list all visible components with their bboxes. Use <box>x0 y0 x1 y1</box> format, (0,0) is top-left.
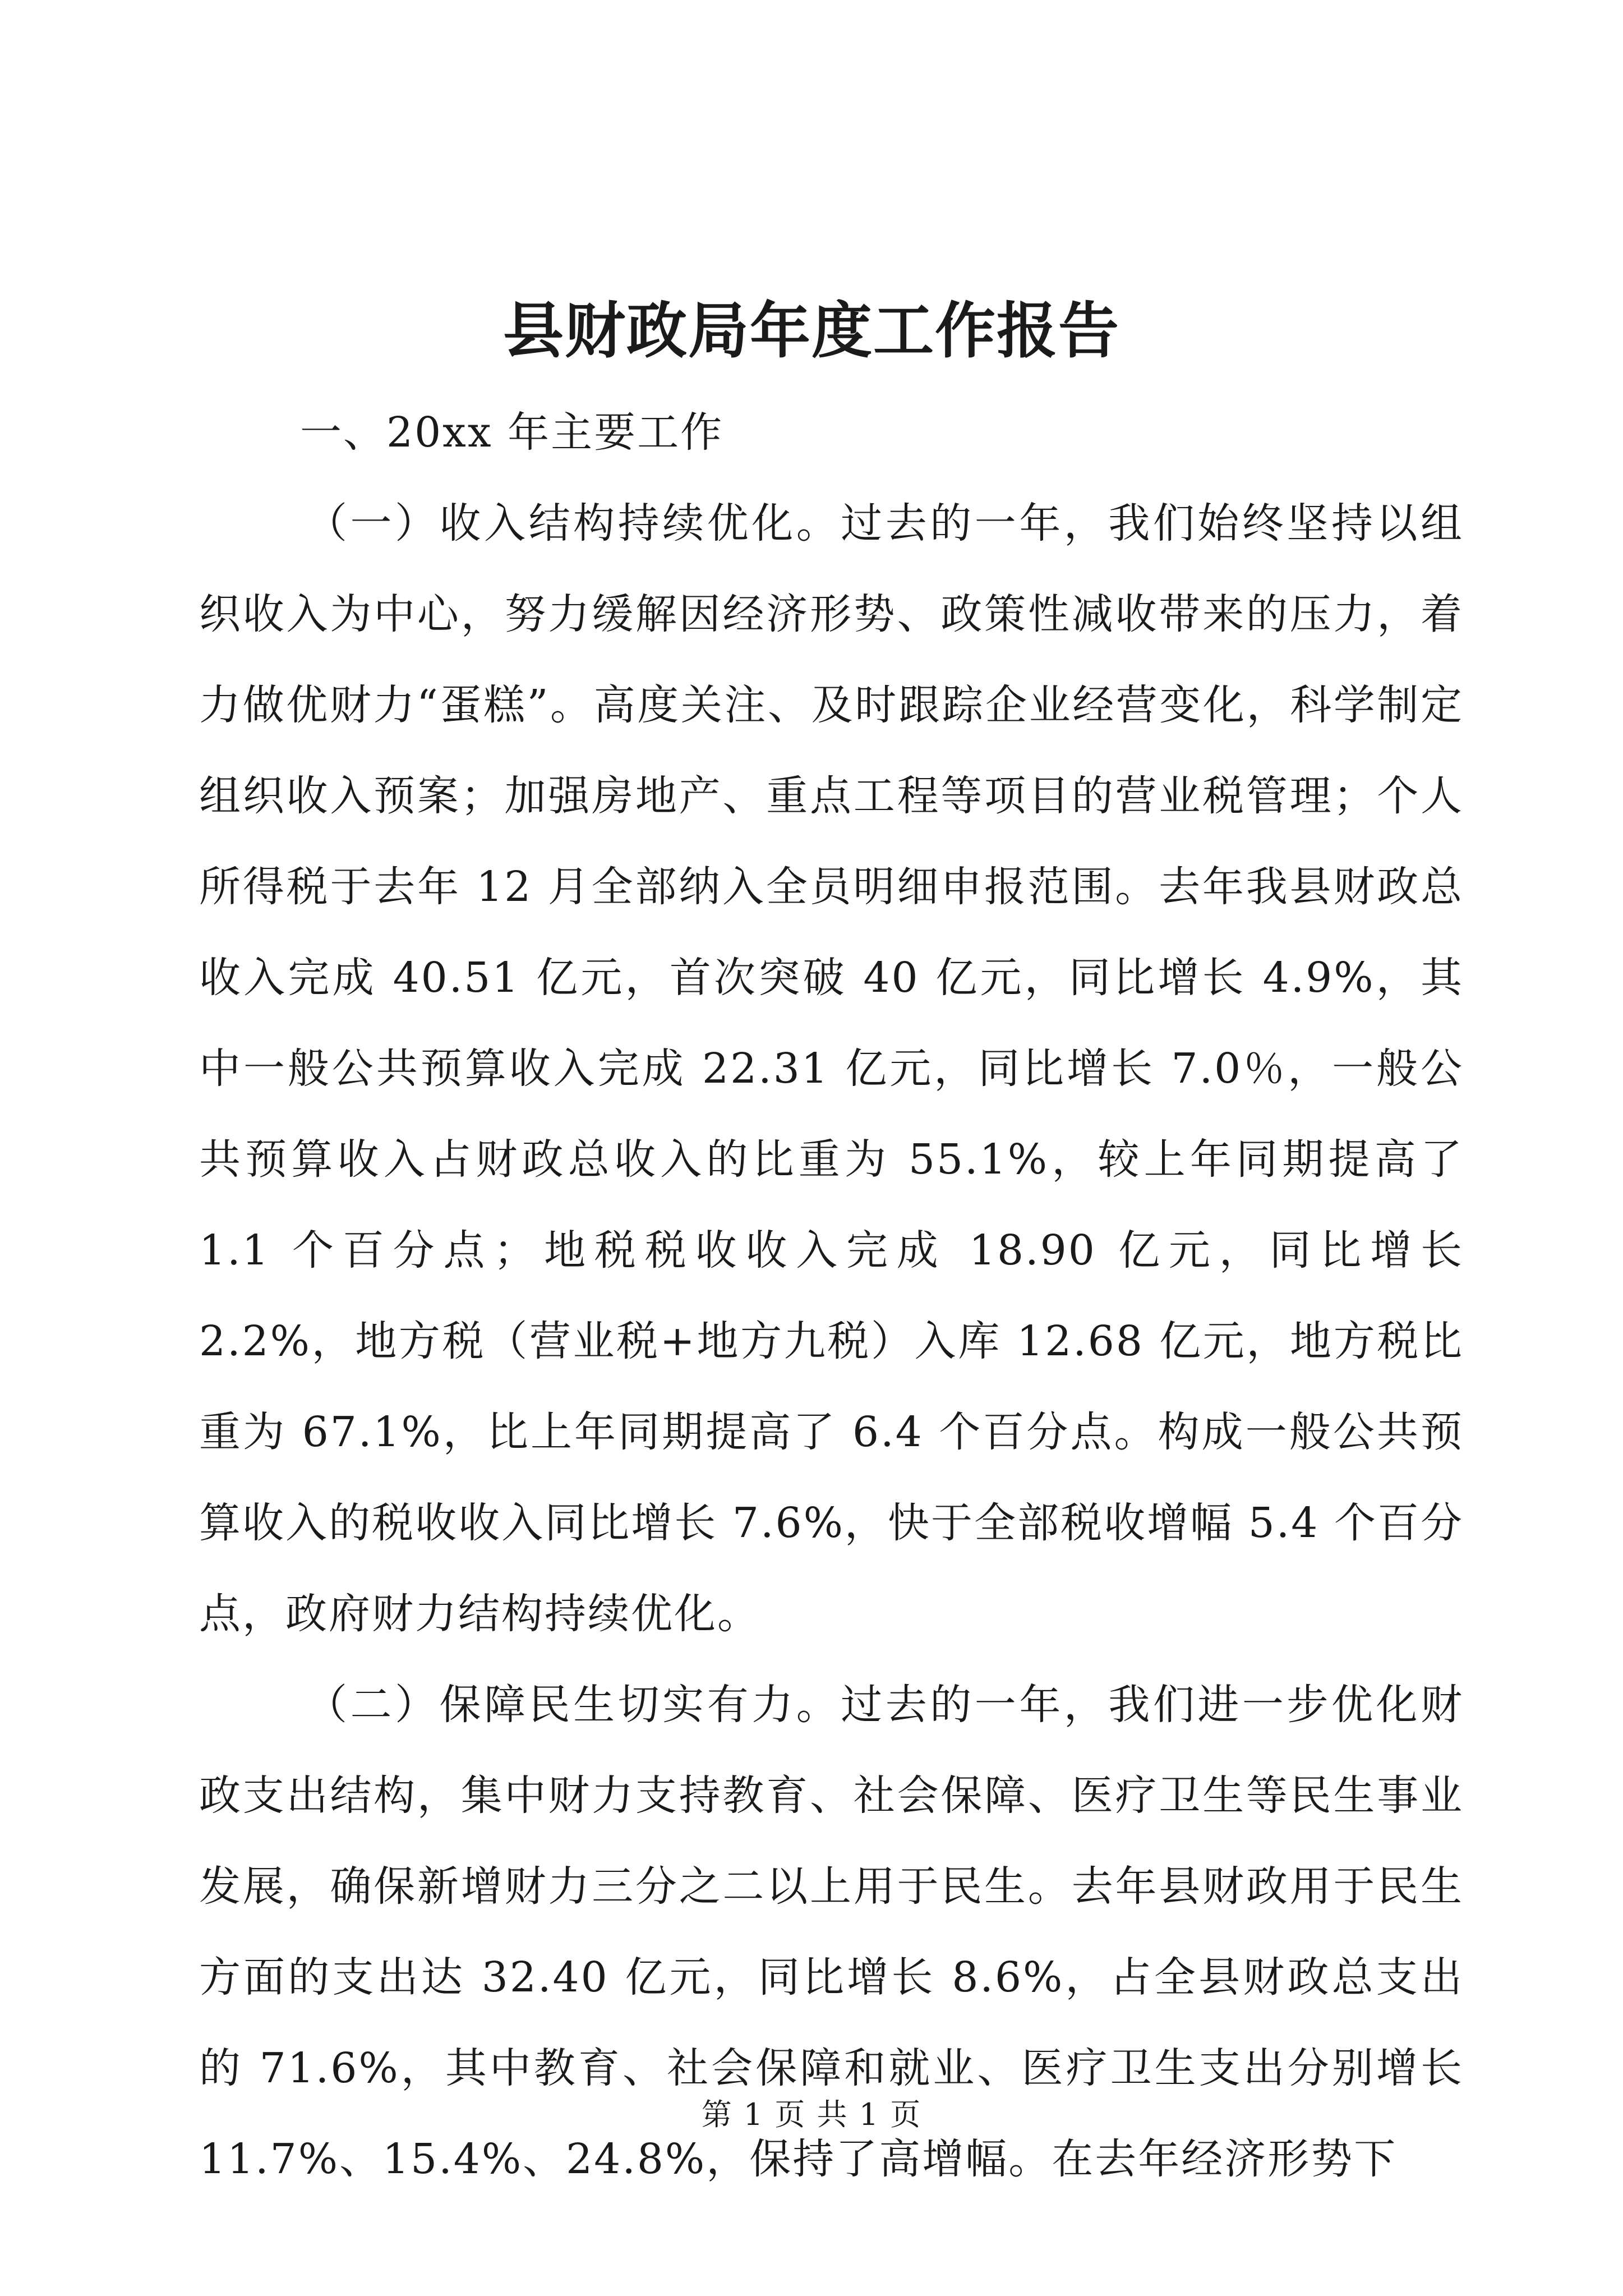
paragraph-revenue-structure: （一）收入结构持续优化。过去的一年，我们始终坚持以组织收入为中心，努力缓解因经济形势、政策性减收带来的压力，着力做优财力“蛋糕”。高度关注、及时跟踪企业经营变化，科学制定组织收入预案；加强房地产、重点工程等项目的营业税管理；个人所得税于去年 12 月全部纳入全员明细申报范围。去年我县财政总收入完成 40.51 亿元，首次突破 40 亿元，同比增长 4.9%，其中一般公共预算收入完成 22.31 亿元，同比增长 7.0％，一般公共预算收入占财政总收入的比重为 55.1%，较上年同期提高了 1.1 个百分点；地税税收收入完成 18.90 亿元，同比增长 2.2%，地方税（营业税+地方九税）入库 12.68 亿元，地方税比重为 67.1%，比上年同期提高了 6.4 个百分点。构成一般公共预算收入的税收收入同比增长 7.6%，快于全部税收增幅 5.4 个百分点，政府财力结构持续优化。 <box>199 499 1464 1638</box>
paragraph-livelihood-support: （二）保障民生切实有力。过去的一年，我们进一步优化财政支出结构，集中财力支持教育、社会保障、医疗卫生等民生事业发展，确保新增财力三分之二以上用于民生。去年县财政用于民生方面的支出达 32.40 亿元，同比增长 8.6%，占全县财政总支出的 71.6%，其中教育、社会保障和就业、医疗卫生支出分别增长 11.7%、15.4%、24.8%，保持了高增幅。在去年经济形势下 <box>199 1681 1464 2183</box>
page-footer: 第 1 页 共 1 页 <box>701 2097 922 2132</box>
document-title: 县财政局年度工作报告 <box>502 296 1120 366</box>
section-heading: 一、20xx 年主要工作 <box>300 408 724 457</box>
document-body <box>199 387 1464 2205</box>
